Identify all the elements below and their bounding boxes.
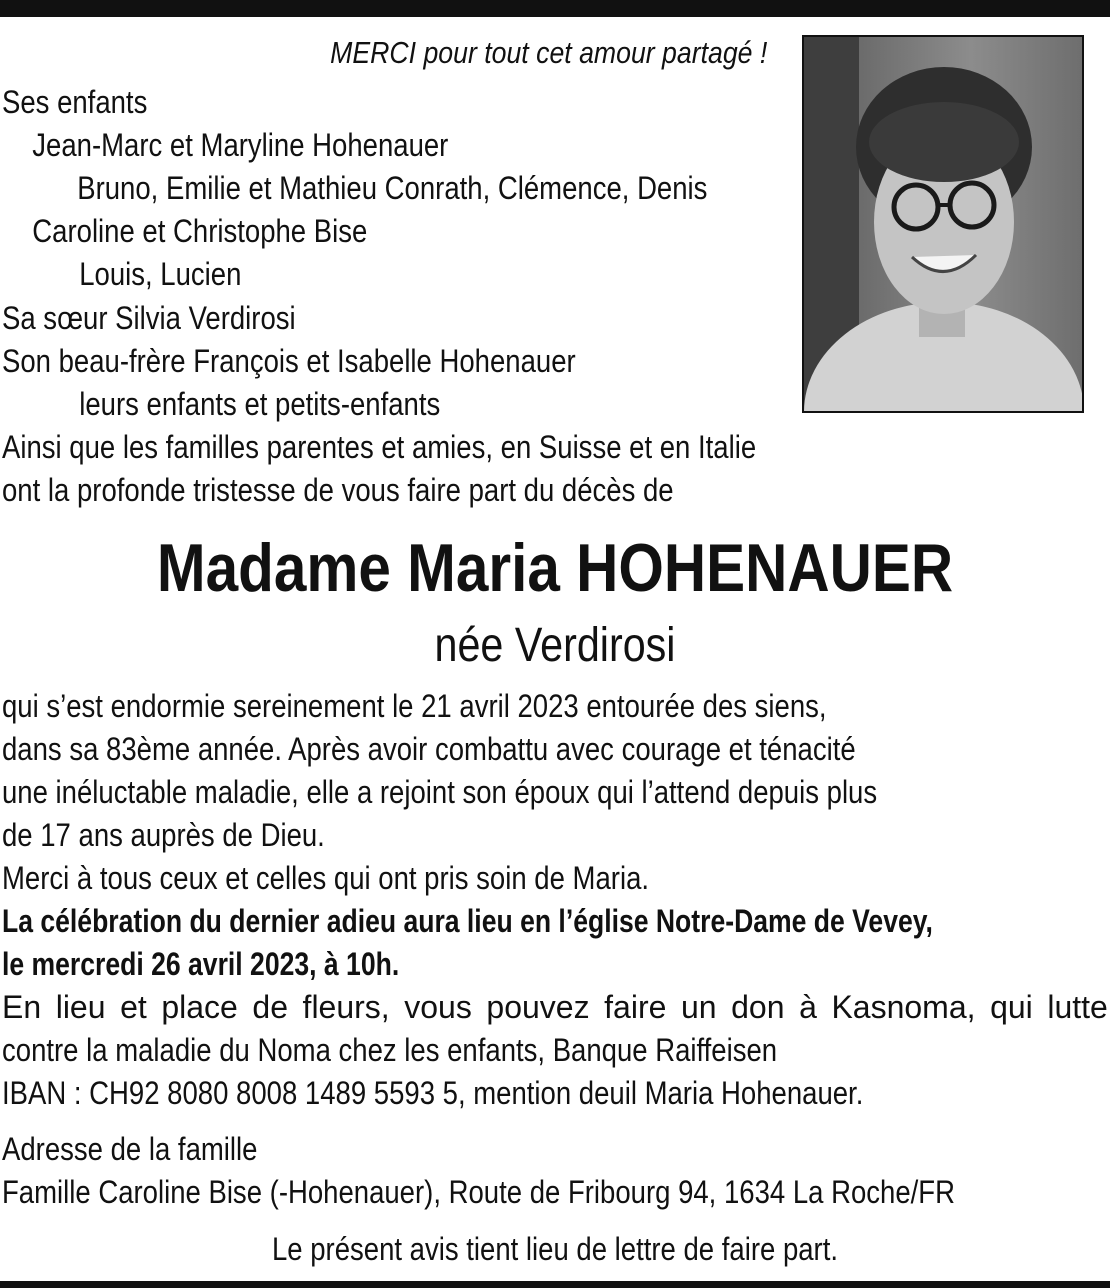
family-line: Son beau-frère François et Isabelle Hohenauer [2, 343, 576, 379]
bottom-rule [0, 1281, 1110, 1288]
family-line: Bruno, Emilie et Mathieu Conrath, Clémence, Denis [39, 170, 708, 206]
iban-line: IBAN : CH92 8080 8008 1489 5593 5, mention deuil Maria Hohenauer. [2, 1075, 864, 1111]
donation-word: lutte [1047, 989, 1108, 1025]
maiden-name: née Verdirosi [434, 619, 676, 672]
donation-word: En [2, 989, 42, 1025]
donation-word: un [680, 989, 717, 1025]
donation-line-justified [2, 987, 1108, 1027]
address-label: Adresse de la famille [2, 1131, 258, 1167]
donation-word: de [252, 989, 288, 1025]
donation-word: qui [990, 989, 1033, 1025]
merci-heading: MERCI pour tout cet amour partagé ! [329, 35, 767, 70]
donation-word: et [120, 989, 147, 1025]
donation-word: vous [404, 989, 472, 1025]
family-line: Sa sœur Silvia Verdirosi [2, 300, 296, 336]
donation-word: à [799, 989, 817, 1025]
donation-word: lieu [55, 989, 106, 1025]
ceremony-line: La célébration du dernier adieu aura lieu en l’église Notre-Dame de Vevey, [2, 903, 933, 939]
body-line: qui s’est endormie sereinement le 21 avril 2023 entourée des siens, [2, 688, 827, 724]
donation-word: place [161, 989, 238, 1025]
family-line: leurs enfants et petits-enfants [41, 386, 441, 422]
closing-note: Le présent avis tient lieu de lettre de faire part. [271, 1231, 839, 1267]
family-line: Louis, Lucien [41, 256, 242, 292]
donation-word: Kasnoma, [831, 989, 976, 1025]
family-line: Caroline et Christophe Bise [17, 213, 368, 249]
family-line: Jean-Marc et Maryline Hohenauer [17, 127, 449, 163]
body-line: Merci à tous ceux et celles qui ont pris soin de Maria. [2, 860, 650, 896]
body-line: une inéluctable maladie, elle a rejoint son époux qui l’attend depuis plus [2, 774, 878, 810]
top-rule [0, 0, 1110, 17]
body-line: dans sa 83ème année. Après avoir combattu avec courage et ténacité [2, 731, 856, 767]
body-line: de 17 ans auprès de Dieu. [2, 817, 325, 853]
donation-word: faire [604, 989, 667, 1025]
address-value: Famille Caroline Bise (-Hohenauer), Route de Fribourg 94, 1634 La Roche/FR [2, 1174, 955, 1210]
deceased-name: Madame Maria HOHENAUER [156, 530, 954, 606]
portrait-photo [802, 35, 1084, 413]
donation-word: pouvez [486, 989, 590, 1025]
family-line: Ainsi que les familles parentes et amies, en Suisse et en Italie [2, 429, 757, 465]
donation-word: don [731, 989, 785, 1025]
family-line: ont la profonde tristesse de vous faire part du décès de [2, 472, 674, 508]
ceremony-line: le mercredi 26 avril 2023, à 10h. [2, 946, 400, 982]
family-line: Ses enfants [2, 84, 148, 120]
donation-line: contre la maladie du Noma chez les enfants, Banque Raiffeisen [2, 1032, 778, 1068]
donation-word: fleurs, [302, 989, 390, 1025]
